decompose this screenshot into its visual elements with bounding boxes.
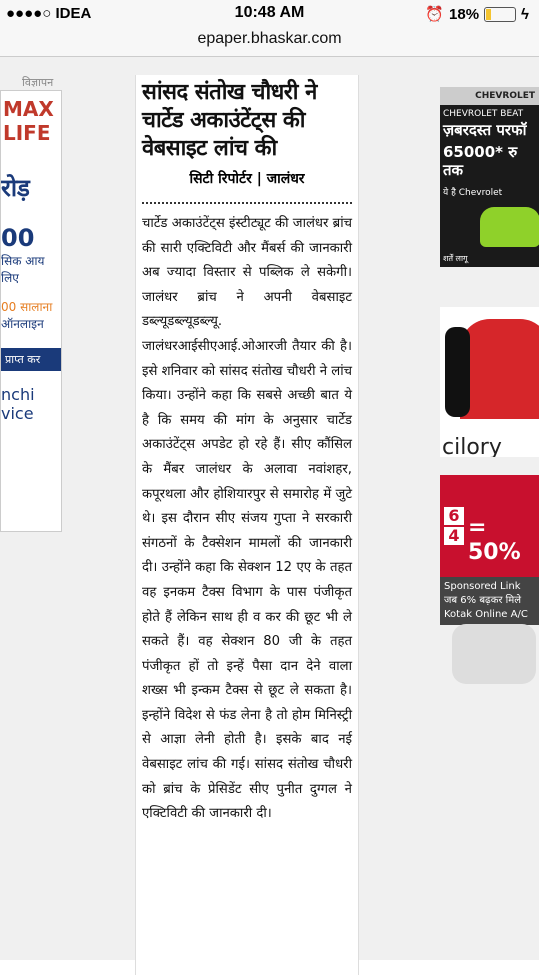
article-body: चार्टेड अकाउंटेंट्स इंस्टीट्यूट की जालंधर ब्रांच की सारी एक्टिविटी और मैंबर्स की जानकारी अब ज्यादा विस्तार से पब्लिक ले सकेगी। जालंधर ब्रांच ने अपनी वेबसाइट डब्ल्यूडब्ल्यूडब्ल्यू. जालंधरआईसीएआई.ओआरजी तैयार की है। इसे शनिवार को सांसद संतोख चौधरी ने लांच किया। उन्होंने कहा कि सबसे अच्छी बात ये है कि समय की मांग के अनुसार चार्टेड अकाउंटेंट्स अपडेट हो रहे हैं। सीए कौंसिल के मैंबर जालंधर के अलावा नवांशहर, कपूरथला और होशियारपुर से समारोह में जुटे थे। इस दौरान सीए संजय गुप्ता ने सरकारी संगठनों के टैक्सेशन मामलों की जानकारी दी। उन्होंने कहा कि सेक्शन 12 एए के तहत वह इनकम टैक्स विभाग के पास पंजीकृत होते हैं लेकिन साथ ही व कर की छूट भी ले सकते हैं। वह सेक्शन 80 जी के तहत पंजीकृत हों तो इन्हें पैसा दान देने वाला शख्स भी इन्कम टैक्स से छूट ले सकता है। इन्होंने विदेश से फंड लेना है तो होम मिनिस्ट्री से आज्ञा लेनी होती है। इसके बाद नई वेबसाइट लांच की गई। सांसद संतोख चौधरी को ब्रांच के प्रेसिडेंट सीए पुनीत दुग्गल ने एक्टिविटी की जानकारी दी। [142, 216, 352, 822]
left-ad-line4: लिए [1, 271, 19, 285]
chevrolet-brand: CHEVROLET [440, 87, 539, 105]
charging-icon: ϟ [521, 5, 529, 23]
fraction-bottom: 4 [444, 525, 464, 545]
left-ad-button[interactable]: प्राप्त कर [1, 348, 61, 371]
chevrolet-model: CHEVROLET BEAT [443, 109, 524, 119]
chevrolet-tag: शर्तें लागू [443, 254, 468, 263]
status-bar [0, 0, 539, 28]
headline: सांसद संतोख चौधरी ने चार्टेड अकाउंटेंट्स की वेबसाइट लांच की [142, 80, 317, 161]
sponsored-label: Sponsored Link [444, 581, 521, 592]
left-ad-brand: MAX LIFE [3, 97, 54, 145]
fraction-badge [444, 507, 464, 545]
ad-label: विज्ञापन [22, 76, 54, 89]
chevrolet-ad[interactable] [440, 87, 539, 267]
left-ad-line1: रोड़ [1, 174, 30, 202]
cilory-ad[interactable] [440, 307, 539, 457]
chevrolet-line3: ये है Chevrolet [443, 188, 503, 198]
divider [142, 202, 352, 204]
left-ad-line5: 00 सालाना [1, 300, 53, 314]
left-ad-line6: ऑनलाइन [1, 317, 44, 331]
sponsored-line1: जब 6% बढ़कर मिले [444, 595, 521, 606]
car-image [480, 207, 539, 247]
offer-percent: = 50% [468, 515, 521, 565]
alarm-icon: ⏰ [425, 6, 445, 23]
left-ad-line3: सिक आय [1, 254, 45, 268]
status-right [425, 5, 529, 23]
clock: 10:48 AM [234, 4, 305, 21]
fraction-top: 6 [448, 506, 460, 525]
left-ad-footer: nchi vice [1, 385, 35, 423]
chevrolet-line2: 65000* रु तक [443, 143, 518, 179]
sponsored-line2: Kotak Online A/C [444, 609, 528, 620]
kotak-ad[interactable] [440, 475, 539, 625]
left-advertisement[interactable] [0, 90, 62, 532]
shirt-sleeve [445, 327, 470, 417]
carrier-signal: ●●●●○ IDEA [6, 5, 92, 22]
sponsored-link[interactable] [440, 577, 539, 625]
epaper-page [0, 57, 539, 960]
chevrolet-line1: ज़बरदस्त परफॉ [443, 121, 527, 139]
shirt-image [460, 319, 539, 419]
battery-icon [484, 7, 516, 22]
battery-percent: 18% [449, 5, 480, 23]
byline: सिटी रिपोर्टर | जालंधर [189, 171, 305, 187]
scroll-button[interactable] [452, 624, 536, 684]
cilory-brand: cilory [442, 435, 502, 457]
left-ad-line2: 00 [1, 224, 35, 252]
news-article[interactable] [135, 75, 359, 975]
address-bar[interactable]: epaper.bhaskar.com [0, 28, 539, 57]
